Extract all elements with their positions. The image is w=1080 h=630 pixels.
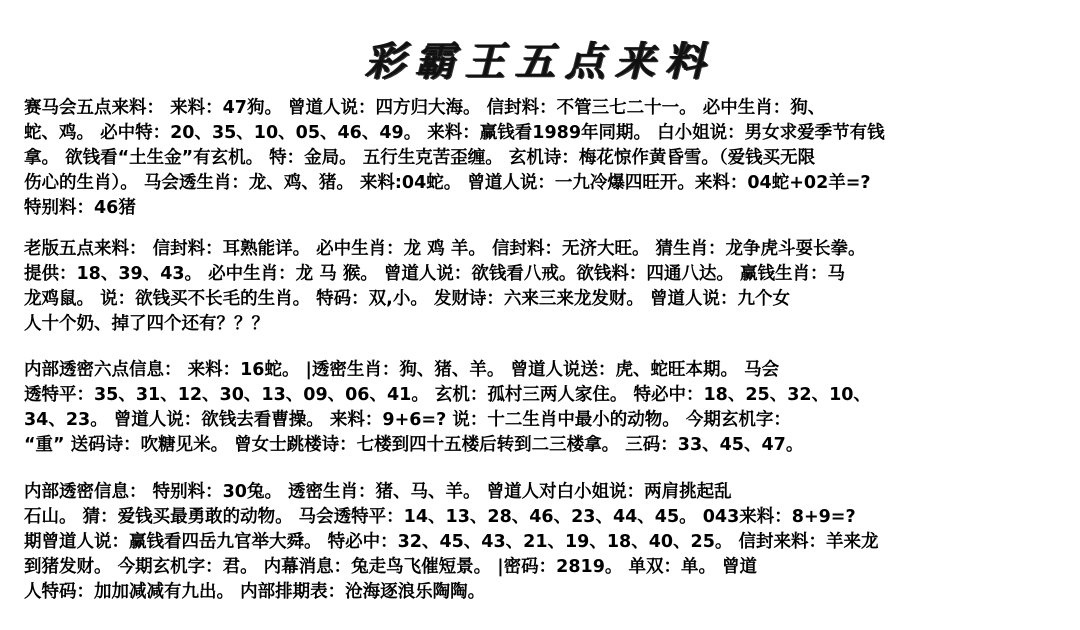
text-line: 蛇、鸡。 必中特：20、35、10、05、46、49。 来料：赢钱看1989年同期。 白小姐说：男女求爱季节有钱 [24, 123, 885, 143]
text-line: 34、23。 曾道人说：欲钱去看曹操。 来料：9+6=? 说：十二生肖中最小的动物。 今期玄机字： [24, 410, 791, 430]
page-title: 彩霸王五点来料 [365, 38, 715, 85]
text-line: 人特码：加加减减有九出。 内部排期表：沧海逐浪乐陶陶。 [24, 582, 486, 602]
text-line: 伤心的生肖）。 马会透生肖：龙、鸡、猪。 来料:04蛇。 曾道人说：一九冷爆四旺开。来料：04蛇+02羊=? [24, 173, 871, 193]
text-line: 赛马会五点来料： 来料：47狗。 曾道人说：四方归大海。 信封料：不管三七二十一。 必中生肖：狗、 [24, 98, 826, 118]
text-line: 提供：18、39、43。 必中生肖：龙 马 猴。 曾道人说：欲钱看八戒。欲钱料：四通八达。 赢钱生肖：马 [24, 264, 846, 284]
text-line: 拿。 欲钱看“土生金”有玄机。 特：金局。 五行生克苦歪缠。 玄机诗：梅花惊作黄昏雪。（爱钱买无限 [24, 148, 816, 168]
text-line: 老版五点来料： 信封料：耳熟能详。 必中生肖：龙 鸡 羊。 信封料：无济大旺。 猜生肖：龙争虎斗耍长拳。 [24, 239, 866, 259]
section-wudian-laoliao [24, 96, 1060, 221]
text-line: “重” 送码诗：吹糖见米。 曾女士跳楼诗：七楼到四十五楼后转到二三楼拿。 三码：33、45、47。 [24, 435, 804, 455]
text-line: 内部透密信息： 特别料：30兔。 透密生肖：猪、马、羊。 曾道人对白小姐说：两肩挑起乱 [24, 482, 732, 502]
section-laoban-wudian [24, 237, 1060, 337]
section-neibu-xinxi [24, 480, 1060, 605]
text-line: 人十个奶、掉了四个还有？？？ [24, 314, 269, 334]
text-line: 期曾道人说：赢钱看四岳九官举大舜。 特必中：32、45、43、21、19、18、40、25。 信封来料：羊来龙 [24, 532, 879, 552]
text-line: 内部透密六点信息： 来料：16蛇。 |透密生肖：狗、猪、羊。 曾道人说送：虎、蛇旺本期。 马会 [24, 360, 780, 380]
text-line: 到猪发财。 今期玄机字：君。 内幕消息：兔走鸟飞催短景。 |密码：2819。 单双：单。 曾道 [24, 557, 758, 577]
text-line: 透特平：35、31、12、30、13、09、06、41。 玄机：孤村三两人家住。 特必中：18、25、32、10、 [24, 385, 871, 405]
text-line: 龙鸡鼠。 说：欲钱买不长毛的生肖。 特码：双,小。 发财诗：六来三来龙发财。 曾道人说：九个女 [24, 289, 791, 309]
section-neibu-liudian [24, 358, 1060, 458]
text-line: 特别料：46猪 [24, 198, 136, 218]
text-line: 石山。 猜：爱钱买最勇敢的动物。 马会透特平：14、13、28、46、23、44、45。 043来料：8+9=? [24, 507, 856, 527]
